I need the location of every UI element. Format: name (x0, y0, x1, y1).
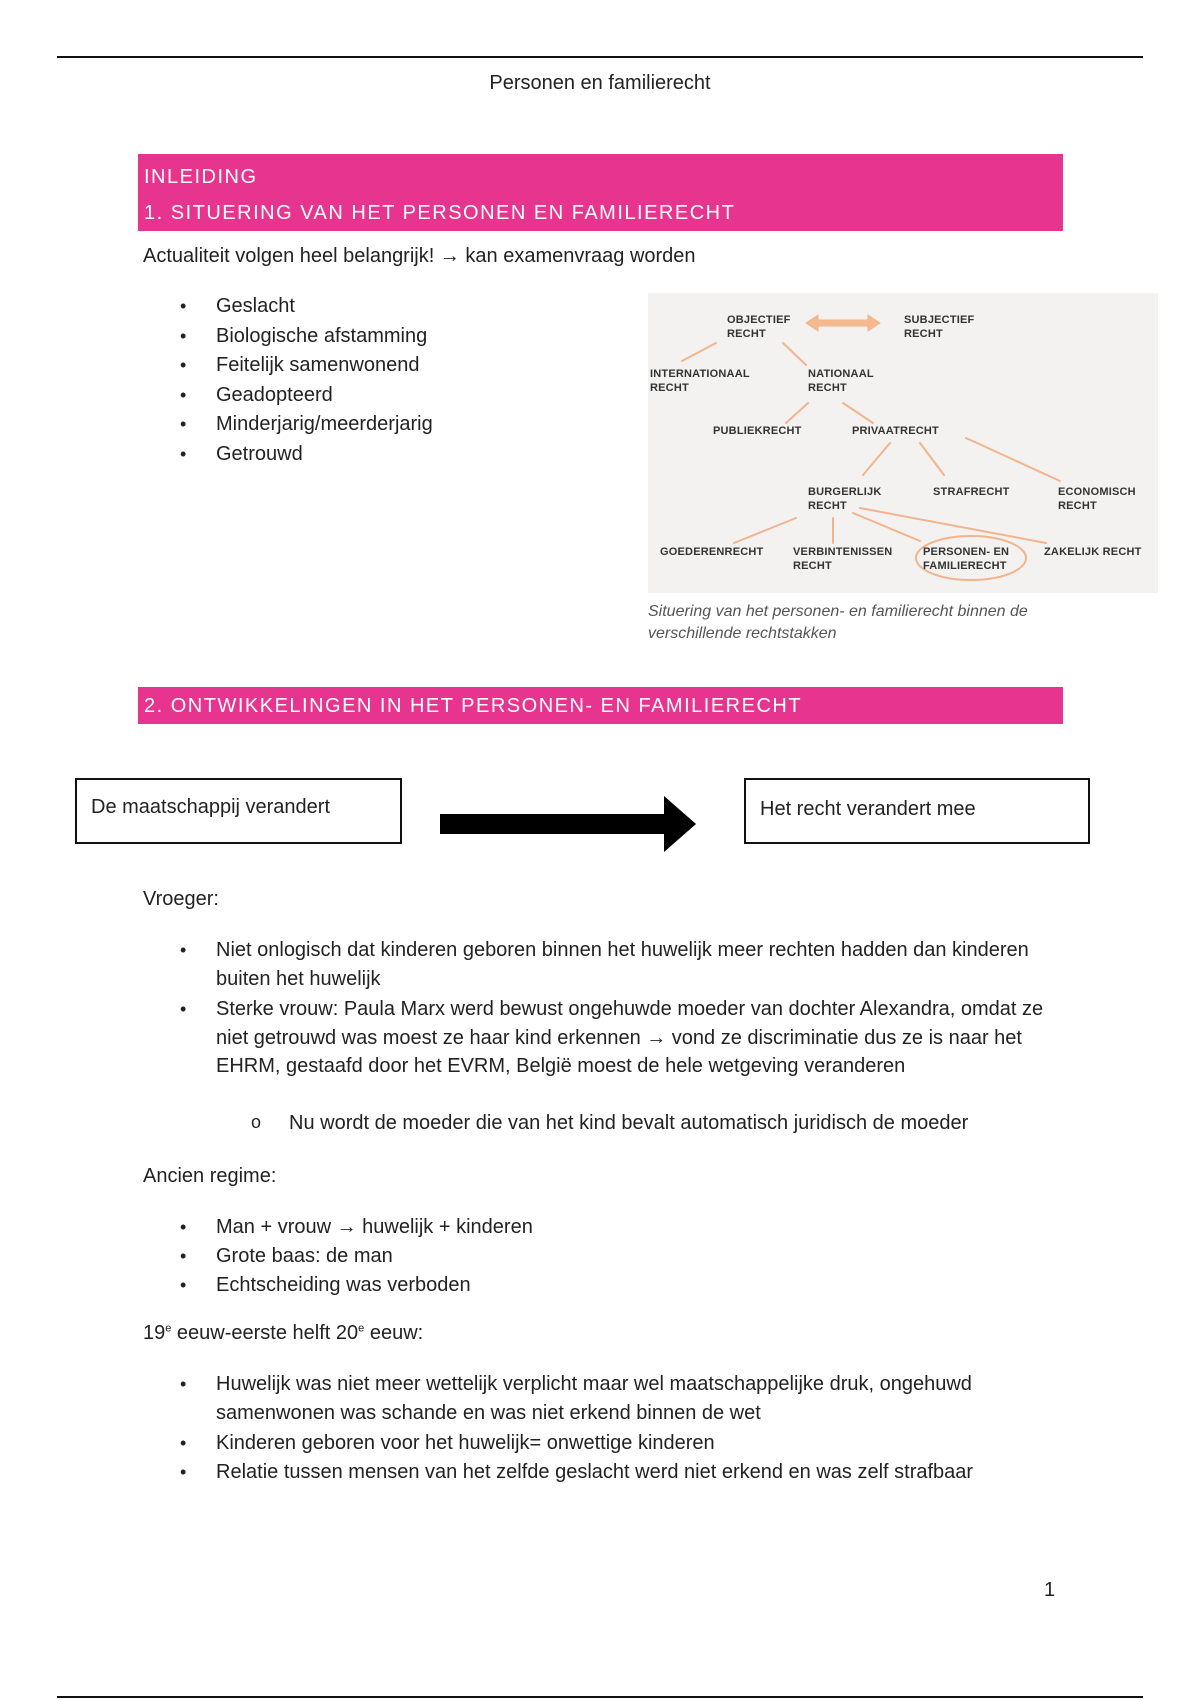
label-subjectief-recht: SUBJECTIEF RECHT (904, 314, 975, 340)
label-privaatrecht: PRIVAATRECHT (852, 425, 939, 437)
heading-situering: 1. SITUERING VAN HET PERSONEN EN FAMILIERECHT (144, 202, 736, 224)
intro-bullet-list (143, 292, 433, 469)
right-arrow-icon (440, 796, 696, 852)
list-item: • Man + vrouw → huwelijk + kinderen (143, 1213, 533, 1242)
list-item: • Feitelijk samenwonend (143, 351, 433, 381)
law-changes-box: Het recht verandert mee (744, 778, 1090, 844)
list-item: • Kinderen geboren voor het huwelijk= onwettige kinderen (143, 1429, 1083, 1458)
list-item: • Sterke vrouw: Paula Marx werd bewust ongehuwde moeder van dochter Alexandra, omdat ze niet getrouwd was moest ze haar kind erkennen → vond ze discriminatie dus ze is naar het EHRM, gestaafd door het EVRM, België moest de hele wetgeving veranderen (143, 995, 1073, 1081)
label-burgerlijk-recht: BURGERLIJK RECHT (808, 486, 882, 512)
label-objectief-recht: OBJECTIEF RECHT (727, 314, 791, 340)
century-label: 19e eeuw-eerste helft 20e eeuw: (143, 1322, 424, 1344)
diagram-caption: Situering van het personen- en familierecht binnen de verschillende rechtstakken (648, 603, 1028, 642)
header-rule (57, 56, 1143, 58)
footer-rule (57, 1696, 1143, 1698)
label-publiekrecht: PUBLIEKRECHT (713, 425, 802, 437)
century-bullet-list (143, 1370, 1083, 1486)
society-changes-box: De maatschappij verandert (75, 778, 402, 844)
label-strafrecht: STRAFRECHT (933, 486, 1010, 498)
page-number: 1 (1044, 1579, 1056, 1601)
label-zakelijk-recht: ZAKELIJK RECHT (1044, 546, 1142, 558)
list-item: • Niet onlogisch dat kinderen geboren binnen het huwelijk meer rechten hadden dan kinderen buiten het huwelijk (143, 936, 1073, 993)
intro-text: Actualiteit volgen heel belangrijk! → kan examenvraag worden (143, 245, 696, 267)
label-verbintenissen-recht: VERBINTENISSEN RECHT (793, 546, 893, 572)
label-economisch-recht: ECONOMISCH RECHT (1058, 486, 1136, 512)
section1-heading-band (138, 154, 1063, 231)
list-item: • Relatie tussen mensen van het zelfde geslacht werd niet erkend en was zelf strafbaar (143, 1458, 1083, 1487)
ancien-regime-label: Ancien regime: (143, 1165, 277, 1187)
ancien-regime-bullet-list (143, 1213, 533, 1300)
list-item: • Geadopteerd (143, 381, 433, 411)
vroeger-label: Vroeger: (143, 888, 219, 910)
list-item: • Geslacht (143, 292, 433, 322)
running-header-title: Personen en familierecht (489, 72, 711, 94)
list-item: • Grote baas: de man (143, 1242, 533, 1271)
law-branches-diagram (648, 293, 1158, 593)
heading-ontwikkelingen: 2. ONTWIKKELINGEN IN HET PERSONEN- EN FAMILIERECHT (138, 687, 1063, 724)
list-item: • Echtscheiding was verboden (143, 1271, 533, 1300)
sub-item-text: Nu wordt de moeder die van het kind bevalt automatisch juridisch de moeder (289, 1112, 969, 1134)
vroeger-bullet-list (143, 936, 1073, 1081)
list-item: • Minderjarig/meerderjarig (143, 410, 433, 440)
heading-inleiding: INLEIDING (144, 166, 258, 188)
label-nationaal-recht: NATIONAAL RECHT (808, 368, 874, 394)
sub-bullet-marker: o (251, 1112, 262, 1132)
list-item: • Biologische afstamming (143, 322, 433, 352)
label-personen-familierecht: PERSONEN- EN FAMILIERECHT (923, 546, 1010, 572)
label-internationaal-recht: INTERNATIONAAL RECHT (650, 368, 750, 394)
list-item: • Huwelijk was niet meer wettelijk verplicht maar wel maatschappelijke druk, ongehuwd samenwonen was schande en was niet erkend binnen de wet (143, 1370, 1083, 1427)
label-goederenrecht: GOEDERENRECHT (660, 546, 764, 558)
list-item: • Getrouwd (143, 440, 433, 470)
